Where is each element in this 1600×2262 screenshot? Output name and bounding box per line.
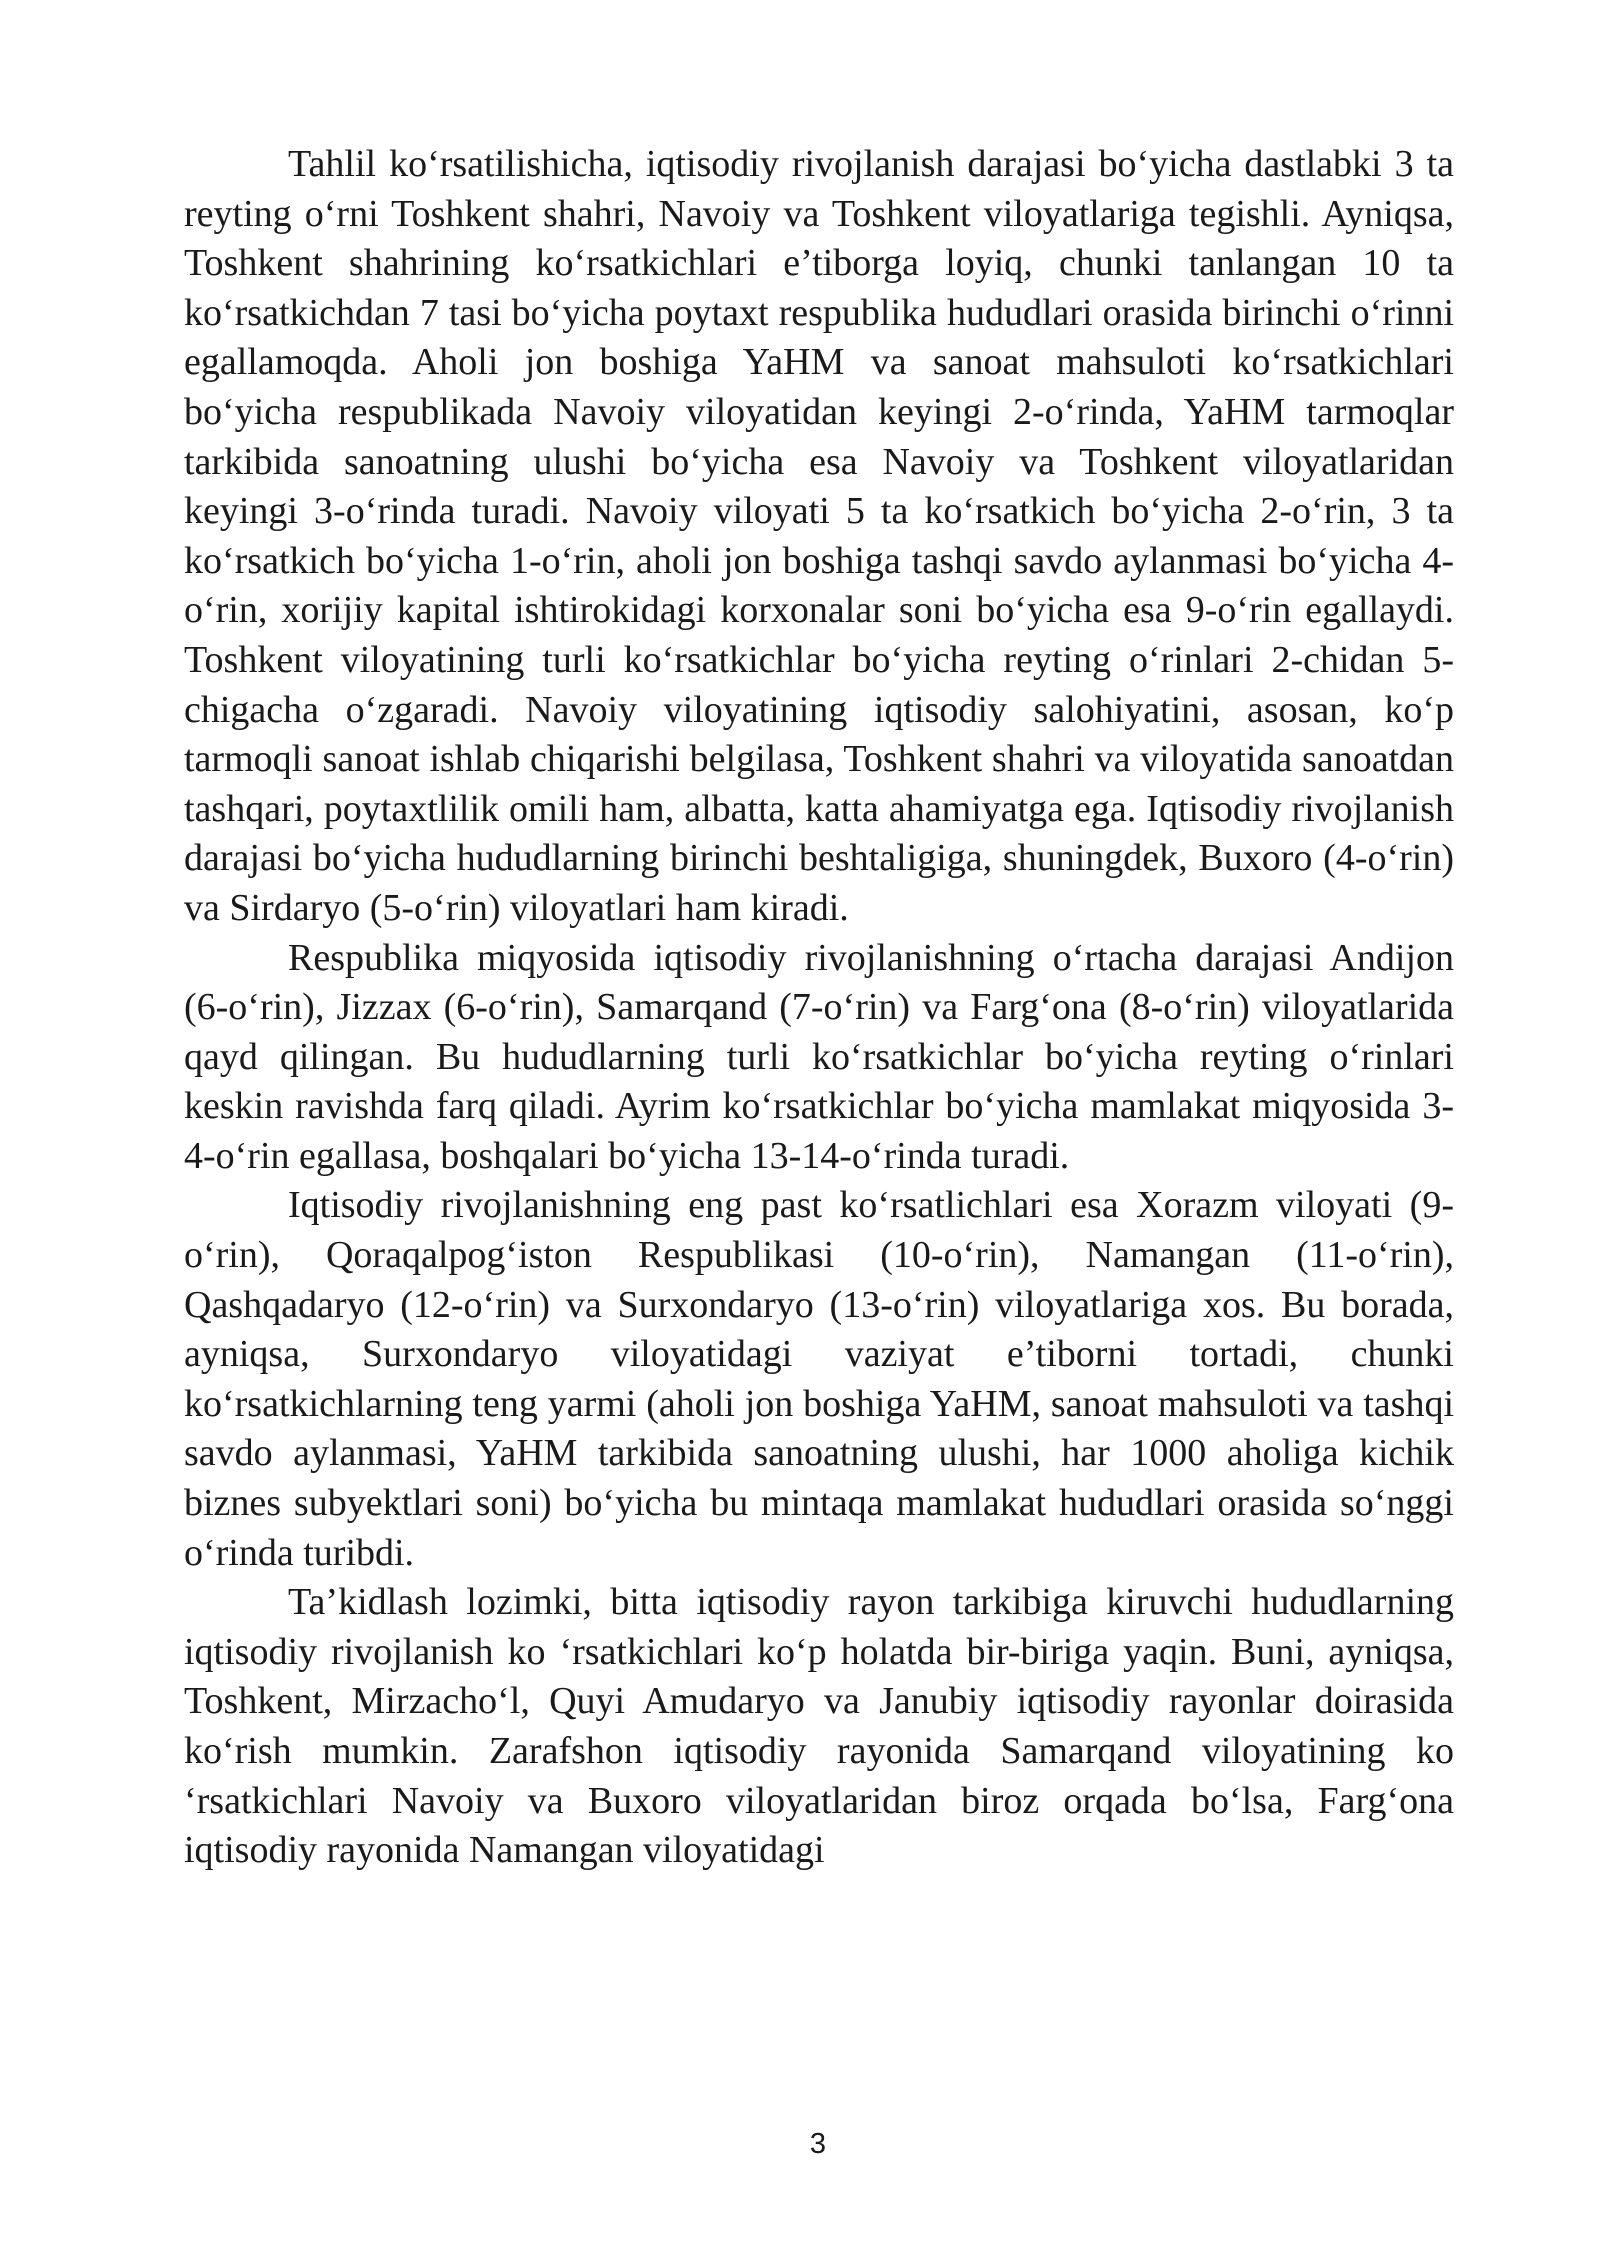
- paragraph-3: Iqtisodiy rivojlanishning eng past ko‘rsatlichlari esa Xorazm viloyati (9-o‘rin), Qoraqalpog‘iston Respublikasi (10-o‘rin), Namangan (11-o‘rin), Qashqadaryo (12-o‘rin) va Surxondaryo (13-o‘rin) viloyatlariga xos. Bu borada, ayniqsa, Surxondaryo viloyatidagi vaziyat e’tiborni tortadi, chunki ko‘rsatkichlarning teng yarmi (aholi jon boshiga YaHM, sanoat mahsuloti va tashqi savdo aylanmasi, YaHM tarkibida sanoatning ulushi, har 1000 aholiga kichik biznes subyektlari soni) bo‘yicha bu mintaqa mamlakat hududlari orasida so‘nggi o‘rinda turibdi.: [184, 1184, 1454, 1574]
- page-body: [184, 140, 1454, 1876]
- paragraph-1: Tahlil ko‘rsatilishicha, iqtisodiy rivojlanish darajasi bo‘yicha dastlabki 3 ta reyting o‘rni Toshkent shahri, Navoiy va Toshkent viloyatlariga tegishli. Ayniqsa, Toshkent shahrining ko‘rsatkichlari e’tiborga loyiq, chunki tanlangan 10 ta ko‘rsatkichdan 7 tasi bo‘yicha poytaxt respublika hududlari orasida birinchi o‘rinni egallamoqda. Aholi jon boshiga YaHM va sanoat mahsuloti ko‘rsatkichlari bo‘yicha respublikada Navoiy viloyatidan keyingi 2-o‘rinda, YaHM tarmoqlar tarkibida sanoatning ulushi bo‘yicha esa Navoiy va Toshkent viloyatlaridan keyingi 3-o‘rinda turadi. Navoiy viloyati 5 ta ko‘rsatkich bo‘yicha 2-o‘rin, 3 ta ko‘rsatkich bo‘yicha 1-o‘rin, aholi jon boshiga tashqi savdo aylanmasi bo‘yicha 4-o‘rin, xorijiy kapital ishtirokidagi korxonalar soni bo‘yicha esa 9-o‘rin egallaydi. Toshkent viloyatining turli ko‘rsatkichlar bo‘yicha reyting o‘rinlari 2-chidan 5-chigacha o‘zgaradi. Navoiy viloyatining iqtisodiy salohiyatini, asosan, ko‘p tarmoqli sanoat ishlab chiqarishi belgilasa, Toshkent shahri va viloyatida sanoatdan tashqari, poytaxtlilik omili ham, albatta, katta ahamiyatga ega. Iqtisodiy rivojlanish darajasi bo‘yicha hududlarning birinchi beshtaligiga, shuningdek, Buxoro (4-o‘rin) va Sirdaryo (5-o‘rin) viloyatlari ham kiradi.: [184, 143, 1454, 929]
- paragraph-4: Ta’kidlash lozimki, bitta iqtisodiy rayon tarkibiga kiruvchi hududlarning iqtisodiy rivojlanish ko ‘rsatkichlari ko‘p holatda bir-biriga yaqin. Buni, ayniqsa, Toshkent, Mirzacho‘l, Quyi Amudaryo va Janubiy iqtisodiy rayonlar doirasida ko‘rish mumkin. Zarafshon iqtisodiy rayonida Samarqand viloyatining ko ‘rsatkichlari Navoiy va Buxoro viloyatlaridan biroz orqada bo‘lsa, Farg‘ona iqtisodiy rayonida Namangan viloyatidagi: [184, 1581, 1454, 1872]
- paragraph-2: Respublika miqyosida iqtisodiy rivojlanishning o‘rtacha darajasi Andijon (6-o‘rin), Jizzax (6-o‘rin), Samarqand (7-o‘rin) va Farg‘ona (8-o‘rin) viloyatlarida qayd qilingan. Bu hududlarning turli ko‘rsatkichlar bo‘yicha reyting o‘rinlari keskin ravishda farq qiladi. Ayrim ko‘rsatkichlar bo‘yicha mamlakat miqyosida 3-4-o‘rin egallasa, boshqalari bo‘yicha 13-14-o‘rinda turadi.: [184, 936, 1454, 1177]
- page-number: 3: [809, 2128, 827, 2160]
